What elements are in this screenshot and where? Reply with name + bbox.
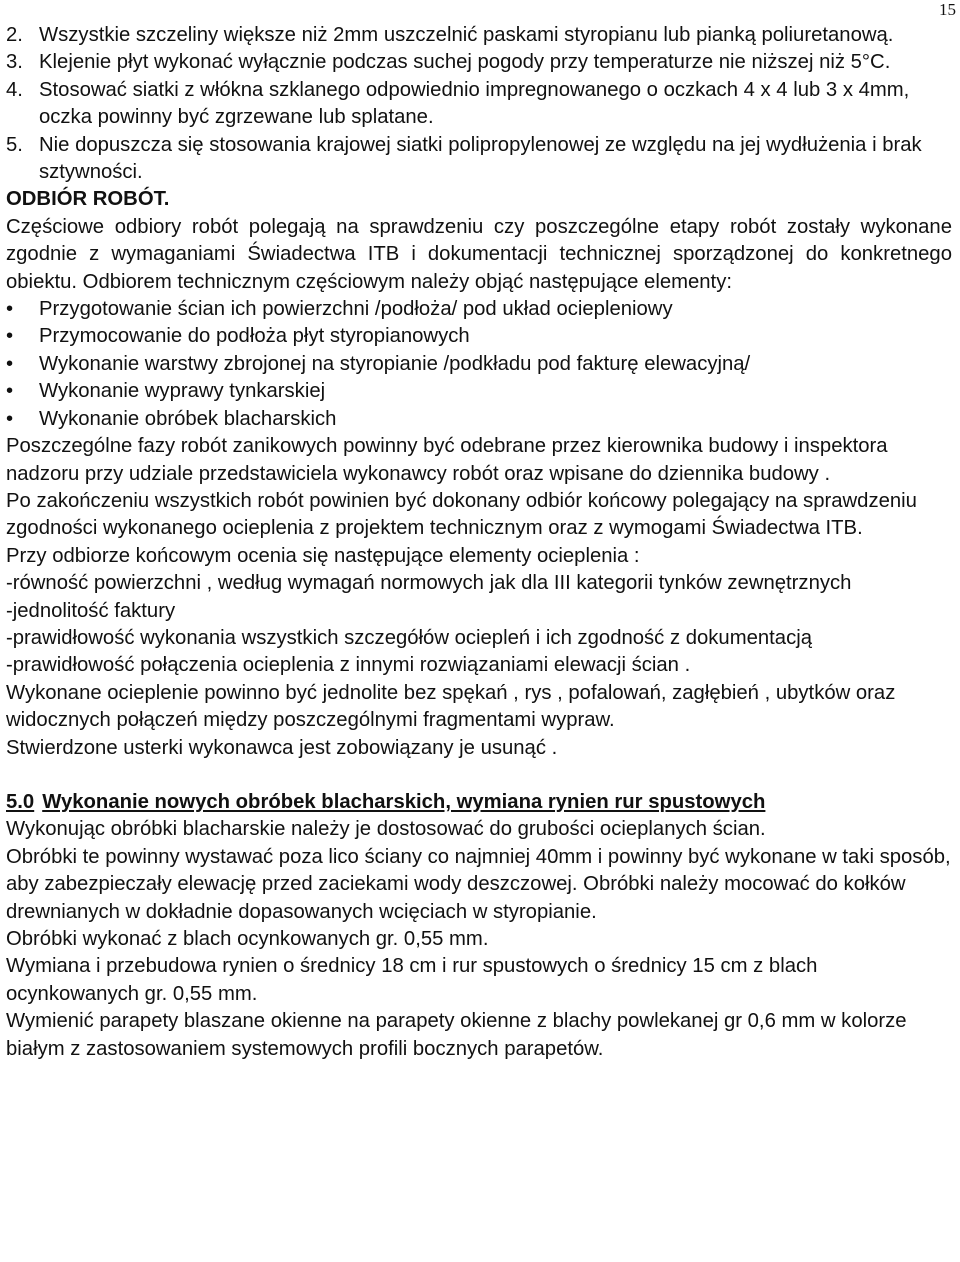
numbered-item [6,132,952,187]
numbered-item [6,22,952,49]
page-number: 15 [939,0,956,19]
bullet-list [6,296,952,433]
odbior-heading: ODBIÓR ROBÓT. [6,188,170,211]
paragraph: -prawidłowość wykonania wszystkich szczegółów ociepleń i ich zgodność z dokumentacją [6,626,812,649]
paragraph: Wymienić parapety blaszane okienne na parapety okienne z blachy powlekanej gr 0,6 mm w kolorze białym z zastosowaniem systemowych profili bocznych parapetów. [6,1010,907,1060]
bullet-icon: • [6,352,14,375]
numbered-item [6,77,952,132]
section-number: 5.0 [6,790,35,813]
list-item-text: Wykonanie warstwy zbrojonej na styropianie /podkładu pod fakturę elewacyjną/ [39,352,751,375]
item-text: Stosować siatki z włókna szklanego odpowiednio impregnowanego o oczkach 4 x 4 lub 3 x 4mm, oczka powinny być zgrzewane lub splatane. [39,78,910,129]
item-number: 5. [6,133,23,156]
bullet-icon: • [6,380,14,403]
paragraph: -prawidłowość połączenia ocieplenia z innymi rozwiązaniami elewacji ścian . [6,654,691,677]
list-item-text: Wykonanie obróbek blacharskich [39,407,337,430]
bullet-icon: • [6,325,14,348]
section-heading [6,789,952,816]
paragraph: -jednolitość faktury [6,599,176,622]
paragraph: -równość powierzchni , według wymagań normowych jak dla III kategorii tynków zewnętrznych [6,572,852,595]
list-item [6,296,952,323]
paragraph: Po zakończeniu wszystkich robót powinien być dokonany odbiór końcowy polegający na sprawdzeniu zgodności wykonanego ocieplenia z projektem technicznym oraz z wymogami Świadectwa ITB. [6,489,917,540]
list-item [6,406,952,433]
numbered-item [6,49,952,76]
item-text: Klejenie płyt wykonać wyłącznie podczas suchej pogody przy temperaturze nie niższej niż 5°C. [39,51,891,74]
document-body [6,22,952,1063]
bullet-icon: • [6,407,14,430]
bullet-icon: • [6,298,14,321]
list-item [6,351,952,378]
list-item-text: Przymocowanie do podłoża płyt styropianowych [39,325,470,348]
item-text: Wszystkie szczeliny większe niż 2mm uszczelnić paskami styropianu lub pianką poliuretanową. [39,24,894,46]
list-item [6,378,952,405]
list-item-text: Wykonanie wyprawy tynkarskiej [39,380,326,403]
list-item [6,323,952,350]
item-number: 4. [6,78,23,101]
paragraph: Wykonując obróbki blacharskie należy je dostosować do grubości ocieplanych ścian. [6,818,766,841]
item-number: 3. [6,51,23,74]
paragraph: Stwierdzone usterki wykonawca jest zobowiązany je usunąć . [6,736,558,759]
paragraph: Obróbki te powinny wystawać poza lico ściany co najmniej 40mm i powinny być wykonane w taki sposób, aby zabezpieczały elewację przed zaciekami wody deszczowej. Obróbki należy mocować do kołków drewnianych w dokładnie dopasowanych wcięciach w styropianie. [6,845,951,923]
odbior-intro: Częściowe odbiory robót polegają na sprawdzeniu czy poszczególne etapy robót zostały wykonane zgodnie z wymaganiami Świadectwa ITB i dokumentacji technicznej sporządzonej do konkretnego obiektu. Odbiorem technicznym częściowym należy objąć następujące elementy: [6,215,952,293]
item-text: Nie dopuszcza się stosowania krajowej siatki polipropylenowej ze względu na jej wydłużenia i brak sztywności. [39,133,922,184]
paragraph: Obróbki wykonać z blach ocynkowanych gr. 0,55 mm. [6,928,489,950]
section-title: Wykonanie nowych obróbek blacharskich, wymiana rynien rur spustowych [42,790,766,813]
paragraph: Wymiana i przebudowa rynien o średnicy 18 cm i rur spustowych o średnicy 15 cm z blach ocynkowanych gr. 0,55 mm. [6,955,818,1005]
item-number: 2. [6,24,23,46]
paragraph: Poszczególne fazy robót zanikowych powinny być odebrane przez kierownika budowy i inspektora nadzoru przy udziale przedstawiciela wykonawcy robót oraz wpisane do dziennika budowy . [6,435,888,485]
paragraph: Wykonane ocieplenie powinno być jednolite bez spękań , rys , pofalowań, zagłębień , ubytków oraz widocznych połączeń między poszczególnymi fragmentami wypraw. [6,681,896,732]
list-item-text: Przygotowanie ścian ich powierzchni /podłoża/ pod układ ociepleniowy [39,298,673,321]
paragraph: Przy odbiorze końcowym ocenia się następujące elementy ocieplenia : [6,544,640,567]
